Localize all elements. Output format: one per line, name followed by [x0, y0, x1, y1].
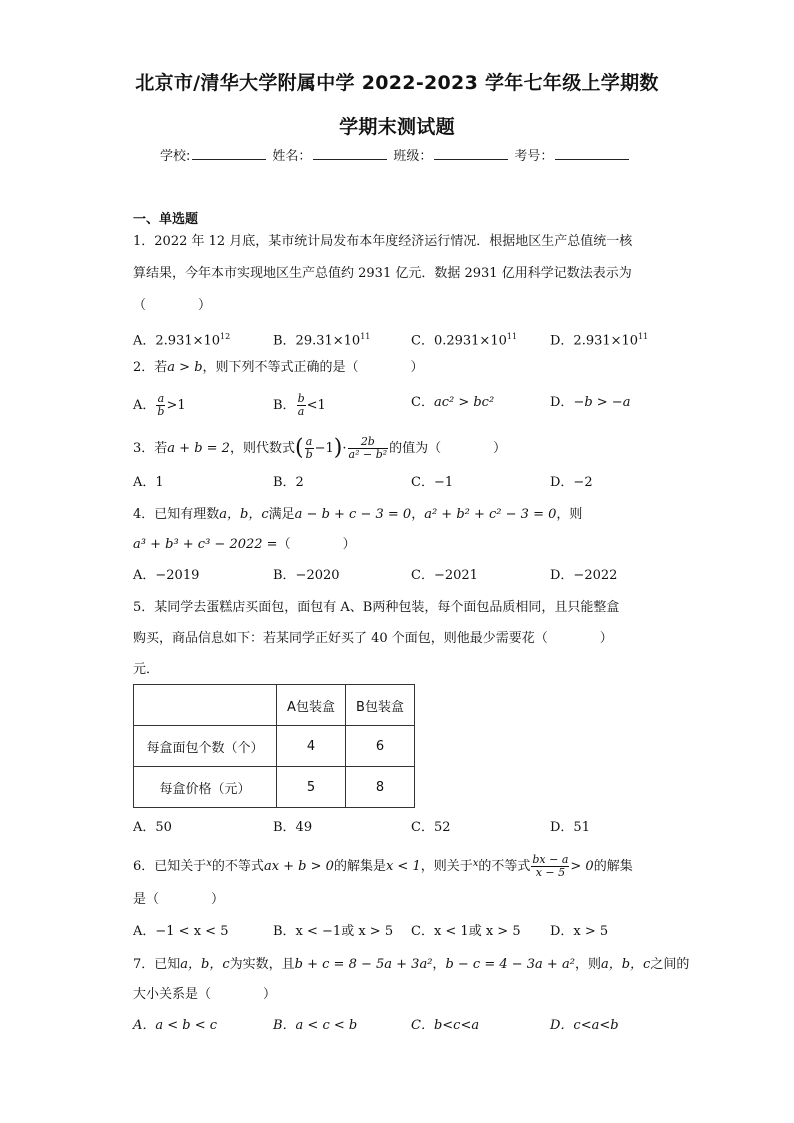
title-line-1: 北京市/清华大学附属中学 2022-2023 学年七年级上学期数 [135, 72, 659, 94]
q6-option-b[interactable]: B．x < −1或 x > 5 [273, 924, 394, 939]
table-row [134, 767, 415, 808]
q3-options [133, 473, 693, 493]
q6-line-2: 是（ ） [133, 892, 225, 907]
name-label: 姓名： [272, 149, 312, 164]
q1-line-2: 算结果，今年本市实现地区生产总值约 2931 亿元．数据 2931 亿用科学记数法表示为 [133, 266, 632, 281]
q3-option-d[interactable]: D．−2 [550, 475, 593, 490]
table-header: A包装盒 [277, 685, 346, 726]
q5-table [133, 684, 415, 808]
q1-option-d[interactable]: D．$2.931\times 10^{11}$ [550, 332, 649, 349]
table-row [134, 726, 415, 767]
name-blank[interactable] [313, 145, 387, 160]
q6-option-c[interactable]: C．x < 1或 x > 5 [411, 924, 521, 939]
q3-stem: 3．若a + b = 2，则代数式( $\frac{a}{b}$ −1)· $\frac{2b}{\text{a² − b²}}$ 的值为（ ） [133, 435, 507, 461]
q4-options [133, 566, 693, 586]
section-heading: 一、单选题 [133, 212, 199, 227]
q7-option-d[interactable]: D．c<a<b [550, 1018, 619, 1033]
number-blank[interactable] [555, 145, 629, 160]
q5-option-a[interactable]: A．50 [133, 820, 172, 835]
q5-line-1: 5．某同学去蛋糕店买面包，面包有 A、B两种包装，每个面包品质相同，且只能整盒 [133, 600, 620, 615]
q5-options [133, 818, 693, 838]
table-cell: 6 [346, 726, 415, 767]
q3-option-a[interactable]: A．1 [133, 475, 164, 490]
school-blank[interactable] [192, 145, 266, 160]
q2-option-c[interactable]: C．ac² > bc² [411, 395, 495, 410]
number-label: 考号： [514, 149, 554, 164]
table-header: B包装盒 [346, 685, 415, 726]
table-cell: 5 [277, 767, 346, 808]
table-row [134, 685, 415, 726]
q2-options [133, 392, 693, 418]
class-blank[interactable] [434, 145, 508, 160]
table-cell: 每盒面包个数（个） [134, 726, 277, 767]
q7-option-a[interactable]: A．a < b < c [133, 1018, 218, 1033]
title-line-2: 学期末测试题 [339, 116, 455, 138]
table-cell: 每盒价格（元） [134, 767, 277, 808]
q5-option-d[interactable]: D．51 [550, 820, 590, 835]
q1-option-c[interactable]: C．$0.2931\times 10^{11}$ [411, 332, 518, 349]
q1-line-1: 1．2022 年 12 月底，某市统计局发布本年度经济运行情况．根据地区生产总值统一核 [133, 234, 633, 249]
table-cell: 4 [277, 726, 346, 767]
q1-options [133, 327, 693, 347]
q7-options [133, 1016, 693, 1036]
q1-option-b[interactable]: B．$29.31\times 10^{11}$ [273, 332, 371, 349]
q7-line-1: 7．已知a，b，c为实数，且b + c = 8 − 5a + 3a²，b − c = 4 − 3a + a²，则a，b，c之间的 [133, 957, 690, 972]
q5-line-3: 元． [133, 662, 160, 677]
q3-option-b[interactable]: B．2 [273, 475, 304, 490]
q6-options [133, 922, 693, 942]
q5-option-c[interactable]: C．52 [411, 820, 451, 835]
q4-option-b[interactable]: B．−2020 [273, 568, 340, 583]
q2-stem: 2．若a > b，则下列不等式正确的是（ ） [133, 360, 424, 375]
q4-option-d[interactable]: D．−2022 [550, 568, 618, 583]
q4-line-2: a³ + b³ + c³ − 2022 =（ ） [133, 537, 356, 552]
q2-option-d[interactable]: D．−b > −a [550, 395, 631, 410]
q1-option-a[interactable]: A．$2.931\times 10^{12}$ [133, 332, 231, 349]
q7-line-2: 大小关系是（ ） [133, 987, 277, 1002]
q7-option-c[interactable]: C．b<c<a [411, 1018, 480, 1033]
q4-line-1: 4．已知有理数a，b，c满足a − b + c − 3 = 0，a² + b² + c² − 3 = 0，则 [133, 507, 583, 522]
q7-option-b[interactable]: B．a < c < b [273, 1018, 358, 1033]
q1-line-3: （ ） [133, 298, 212, 313]
school-label: 学校: [160, 149, 191, 164]
q5-line-2: 购买，商品信息如下：若某同学正好买了 40 个面包，则他最少需要花（ ） [133, 631, 613, 646]
q2-option-a[interactable]: A． $\frac{a}{b}$ >1 [133, 392, 186, 418]
q5-option-b[interactable]: B．49 [273, 820, 313, 835]
q4-option-a[interactable]: A．−2019 [133, 568, 200, 583]
table-cell [134, 685, 277, 726]
q3-option-c[interactable]: C．−1 [411, 475, 454, 490]
q6-line-1: 6．已知关于$^x$的不等式ax + b > 0的解集是x < 1，则关于$^x$的不等式 $\frac{bx - a}{x - 5}$ > 0的解集 [133, 853, 633, 879]
q2-option-b[interactable]: B． $\frac{b}{a}$ <1 [273, 392, 326, 418]
q6-option-d[interactable]: D．x > 5 [550, 924, 609, 939]
q6-option-a[interactable]: A．−1 < x < 5 [133, 924, 229, 939]
table-cell: 8 [346, 767, 415, 808]
q4-option-c[interactable]: C．−2021 [411, 568, 478, 583]
class-label: 班级： [393, 149, 433, 164]
student-info-row [160, 145, 635, 164]
